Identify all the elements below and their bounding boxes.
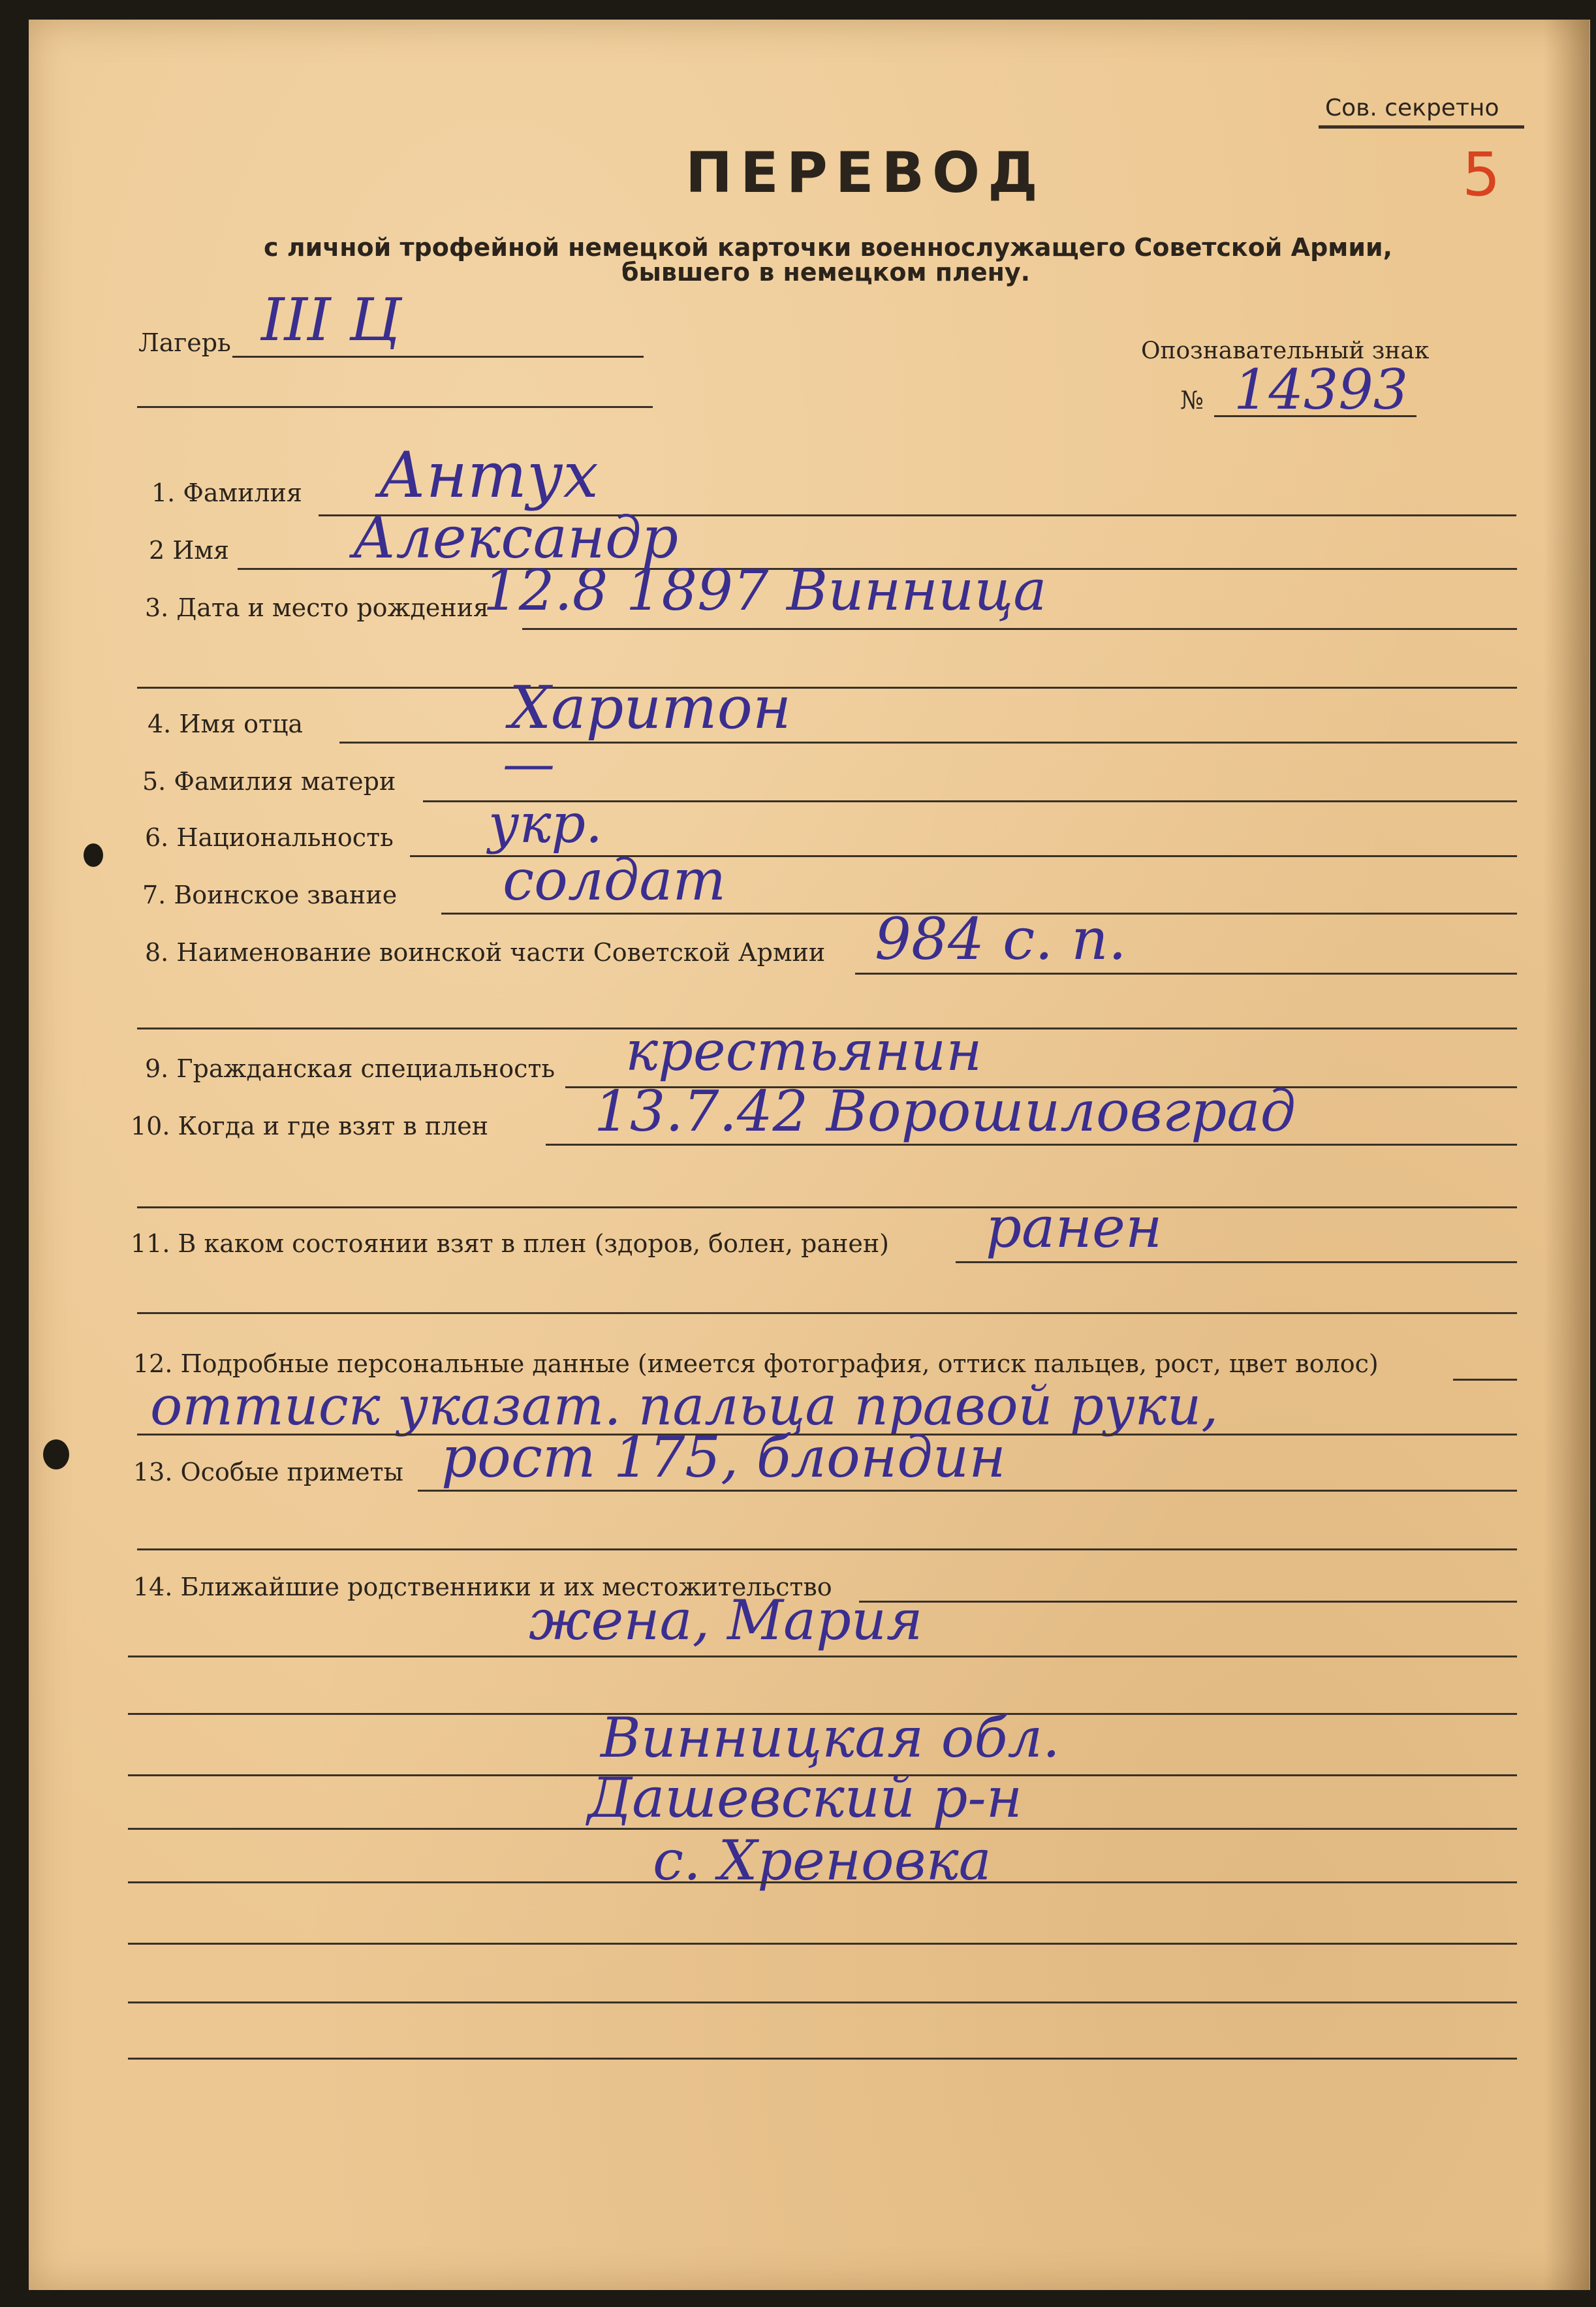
camp-line-2 bbox=[137, 406, 653, 408]
personal-data-line bbox=[1453, 1379, 1517, 1381]
personal-data-label: 12. Подробные персональные данные (имеется фотография, оттиск пальцев, рост, цвет волос) bbox=[133, 1349, 1379, 1378]
unit-value: 984 с. п. bbox=[875, 905, 1127, 973]
document-subtitle: с личной трофейной немецкой карточки военнослужащего Советской Армии, bbox=[264, 233, 1393, 262]
father-name-label: 4. Имя отца bbox=[148, 710, 304, 738]
special-marks-label: 13. Особые приметы bbox=[133, 1458, 403, 1486]
birth-line-2 bbox=[137, 687, 1517, 689]
nationality-value: укр. bbox=[488, 793, 603, 855]
mother-surname-value: — bbox=[503, 733, 555, 794]
civil-specialty-label: 9. Гражданская специальность bbox=[145, 1054, 555, 1083]
relatives-line-9 bbox=[128, 2058, 1517, 2060]
relatives-value-line2: Винницкая обл. bbox=[601, 1706, 1060, 1770]
unit-label: 8. Наименование воинской части Советской Армии bbox=[145, 938, 826, 967]
capture-condition-label: 11. В каком состоянии взят в плен (здоров, болен, ранен) bbox=[131, 1229, 889, 1258]
camp-value: III Ц bbox=[261, 286, 401, 354]
id-tag-value: 14393 bbox=[1234, 358, 1409, 422]
capture-condition-line bbox=[956, 1261, 1517, 1263]
id-tag-label: Опознавательный знак bbox=[1141, 337, 1430, 364]
punch-hole bbox=[43, 1439, 69, 1469]
classification-mark: Сов. секретно bbox=[1325, 95, 1499, 121]
surname-value: Антух bbox=[379, 439, 599, 512]
unit-line bbox=[855, 973, 1517, 975]
relatives-line-7 bbox=[128, 1943, 1517, 1945]
capture-condition-line-2 bbox=[137, 1312, 1517, 1314]
relatives-line-6 bbox=[128, 1881, 1517, 1883]
relatives-line-8 bbox=[128, 2001, 1517, 2003]
relatives-value-line3: Дашевский р-н bbox=[587, 1766, 1023, 1830]
mother-surname-label: 5. Фамилия матери bbox=[142, 767, 396, 796]
relatives-value-line4: с. Хреновка bbox=[653, 1828, 992, 1892]
rank-value: солдат bbox=[503, 848, 727, 913]
page-number: 5 bbox=[1462, 140, 1501, 210]
birth-value: 12.8 1897 Винница bbox=[483, 558, 1047, 623]
capture-label: 10. Когда и где взят в плен bbox=[131, 1112, 489, 1140]
camp-line bbox=[232, 356, 644, 358]
birth-label: 3. Дата и место рождения bbox=[145, 593, 490, 622]
capture-condition-value: ранен bbox=[986, 1195, 1163, 1261]
document-subtitle: бывшего в немецком плену. bbox=[621, 258, 1031, 287]
document-title: ПЕРЕВОД bbox=[685, 140, 1046, 206]
capture-line-2 bbox=[137, 1206, 1517, 1208]
special-marks-value: рост 175, блондин bbox=[441, 1425, 1006, 1490]
punch-hole bbox=[84, 843, 103, 867]
civil-specialty-value: крестьянин bbox=[625, 1019, 982, 1083]
special-marks-line-2 bbox=[137, 1548, 1517, 1550]
paper-edge-shadow bbox=[1544, 20, 1589, 2290]
personal-data-value: оттиск указат. пальца правой руки, bbox=[150, 1375, 1219, 1437]
nationality-label: 6. Национальность bbox=[145, 823, 394, 852]
birth-line bbox=[522, 628, 1517, 630]
classification-underline bbox=[1319, 125, 1524, 129]
relatives-label: 14. Ближайшие родственники и их местожительство bbox=[133, 1573, 832, 1601]
rank-label: 7. Воинское звание bbox=[142, 881, 398, 909]
relatives-value-line1: жена, Мария bbox=[529, 1588, 923, 1652]
relatives-line-2 bbox=[128, 1656, 1517, 1657]
first-name-label: 2 Имя bbox=[149, 536, 229, 565]
id-tag-number-sign: № bbox=[1180, 386, 1204, 415]
surname-label: 1. Фамилия bbox=[151, 479, 302, 507]
capture-value: 13.7.42 Ворошиловград bbox=[594, 1079, 1296, 1144]
father-name-value: Харитон bbox=[509, 674, 792, 742]
camp-label: Лагерь bbox=[138, 328, 231, 357]
relatives-line bbox=[859, 1601, 1517, 1603]
first-name-value: Александр bbox=[352, 504, 679, 571]
